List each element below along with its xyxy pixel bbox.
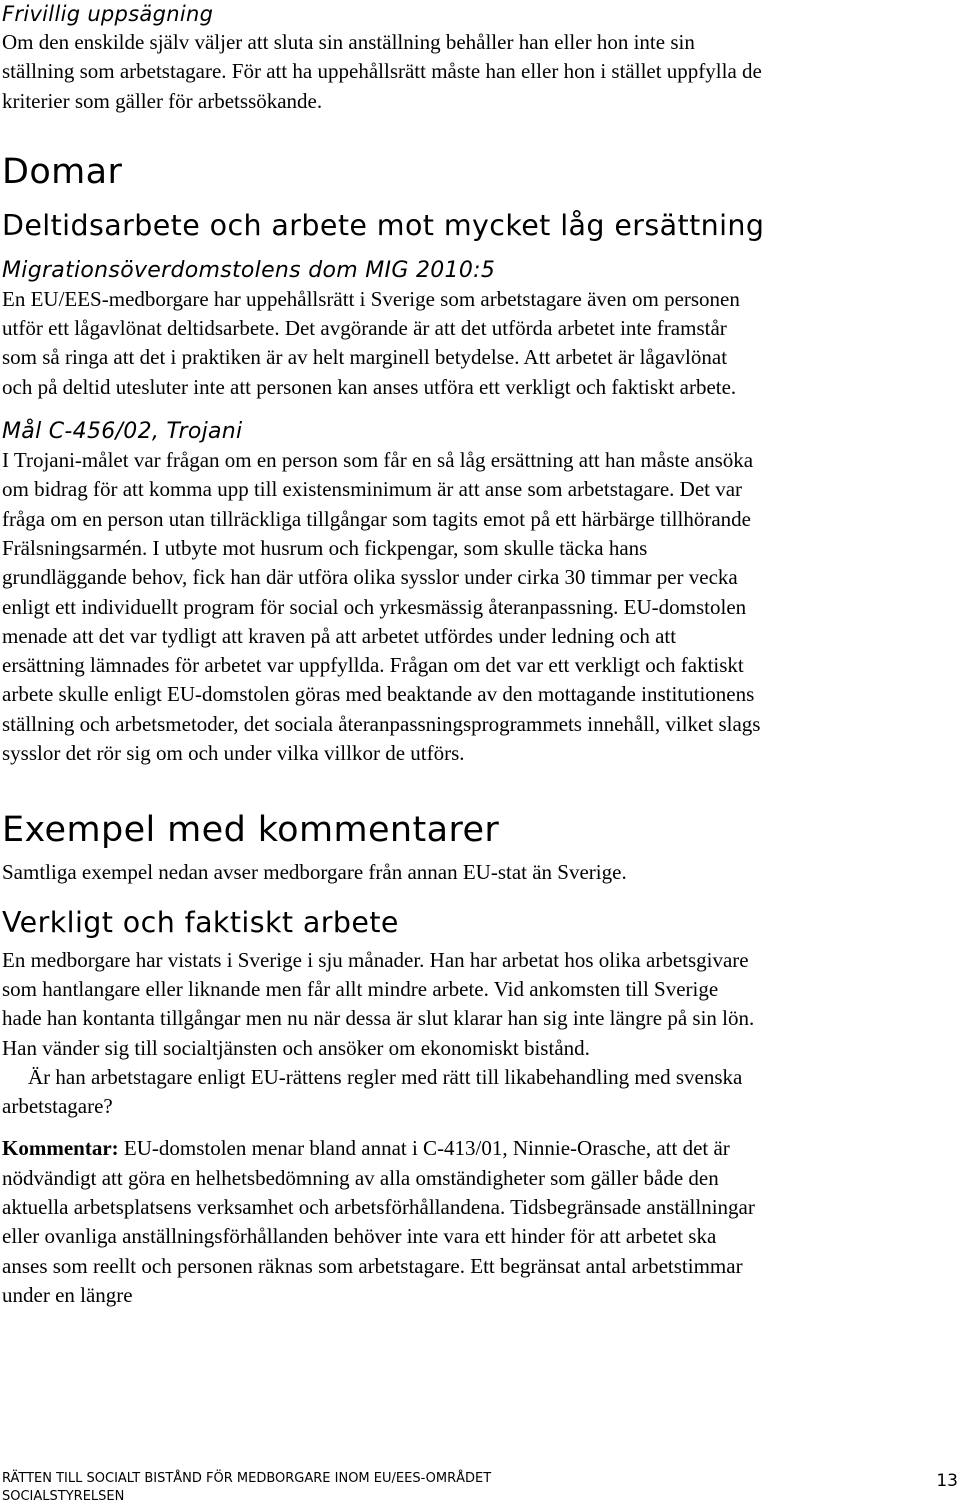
page-footer xyxy=(2,1470,958,1506)
page-number: 13 xyxy=(936,1471,958,1491)
footer-publisher: SOCIALSTYRELSEN xyxy=(2,1489,125,1504)
comment-text: EU-domstolen menar bland annat i C-413/01, Ninnie-Orasche, att det är nödvändigt att göra en helhetsbedömning av alla omständigheter som gäller både den aktuella arbetsplatsens verksamhet och arbetsförhållandena. Tidsbegränsade anställningar eller ovanliga anställningsförhållanden behöver inte vara ett hinder för att arbetet ska anses som reellt och personen räknas som arbetstagare. Ett begränsat antal arbetstimmar under en längre xyxy=(2,1136,755,1307)
paragraph-exempel-case: En medborgare har vistats i Sverige i sju månader. Han har arbetat hos olika arbetsgivare som hantlangare eller liknande men får allt mindre arbete. Vid ankomsten till Sverige hade han kontanta tillgångar men nu när dessa är slut klarar han sig inte längre på sin lön. Han vänder sig till socialtjänsten och ansöker om ekonomiskt bistånd. xyxy=(2,947,755,1060)
page-content xyxy=(2,0,947,1310)
heading-verkligt-och-faktiskt-arbete: Verkligt och faktiskt arbete xyxy=(2,905,399,939)
footer-title: RÄTTEN TILL SOCIALT BISTÅND FÖR MEDBORGARE INOM EU/EES-OMRÅDET xyxy=(2,1471,492,1486)
heading-domar: Domar xyxy=(2,151,123,192)
paragraph-frivillig: Om den enskilde själv väljer att sluta sin anställning behåller han eller hon inte sin ställning som arbetstagare. För att ha uppehållsrätt måste han eller hon i stället uppfylla de kriterier som gäller för arbetssökande. xyxy=(2,30,762,113)
comment-label: Kommentar: xyxy=(2,1136,119,1161)
heading-frivillig-uppsagning: Frivillig uppsägning xyxy=(2,2,214,26)
heading-deltidsarbete: Deltidsarbete och arbete mot mycket låg ersättning xyxy=(2,208,765,242)
paragraph-mig-2010-5: En EU/EES-medborgare har uppehållsrätt i Sverige som arbetstagare även om personen utför ett lågavlönat deltidsarbete. Det avgörande är att det utförda arbetet inte framstår som så ringa att det i praktiken är av helt marginell betydelse. Att arbetet är lågavlönat och på deltid utesluter inte att personen kan anses utföra ett verkligt och faktiskt arbete. xyxy=(2,286,740,399)
paragraph-trojani: I Trojani-målet var frågan om en person som får en så låg ersättning att han måste ansöka om bidrag för att komma upp till existensminimum är att anse som arbetstagare. Det var fråga om en person utan tillräckliga tillgångar som tagits emot på ett härbärge tillhörande Frälsningsarmén. I utbyte mot husrum och fickpengar, som skulle täcka hans grundläggande behov, fick han där utföra olika sysslor under cirka 30 timmar per vecka enligt ett individuellt program för social och yrkesmässig återanpassning. EU-domstolen menade att det var tydligt att kraven på att arbetet utfördes under ledning och att ersättning lämnades för arbetet var uppfyllda. Frågan om det var ett verkligt och faktiskt arbete skulle enligt EU-domstolen göras med beaktande av den mottagande institutionens ställning och arbetsmetoder, det sociala återanpassningsprogrammets innehåll, vilket slags sysslor det rör sig om och under vilka villkor de utförs. xyxy=(2,448,761,766)
case-title-mig-2010-5: Migrationsöverdomstolens dom MIG 2010:5 xyxy=(2,257,496,283)
paragraph-kommentar xyxy=(2,1134,762,1310)
heading-exempel-med-kommentarer: Exempel med kommentarer xyxy=(2,810,500,851)
paragraph-exempel-intro: Samtliga exempel nedan avser medborgare från annan EU-stat än Sverige. xyxy=(2,860,627,885)
paragraph-exempel-question: Är han arbetstagare enligt EU-rättens regler med rätt till likabehandling med svenska arbetstagare? xyxy=(2,1064,743,1119)
case-title-trojani: Mål C-456/02, Trojani xyxy=(2,419,243,445)
